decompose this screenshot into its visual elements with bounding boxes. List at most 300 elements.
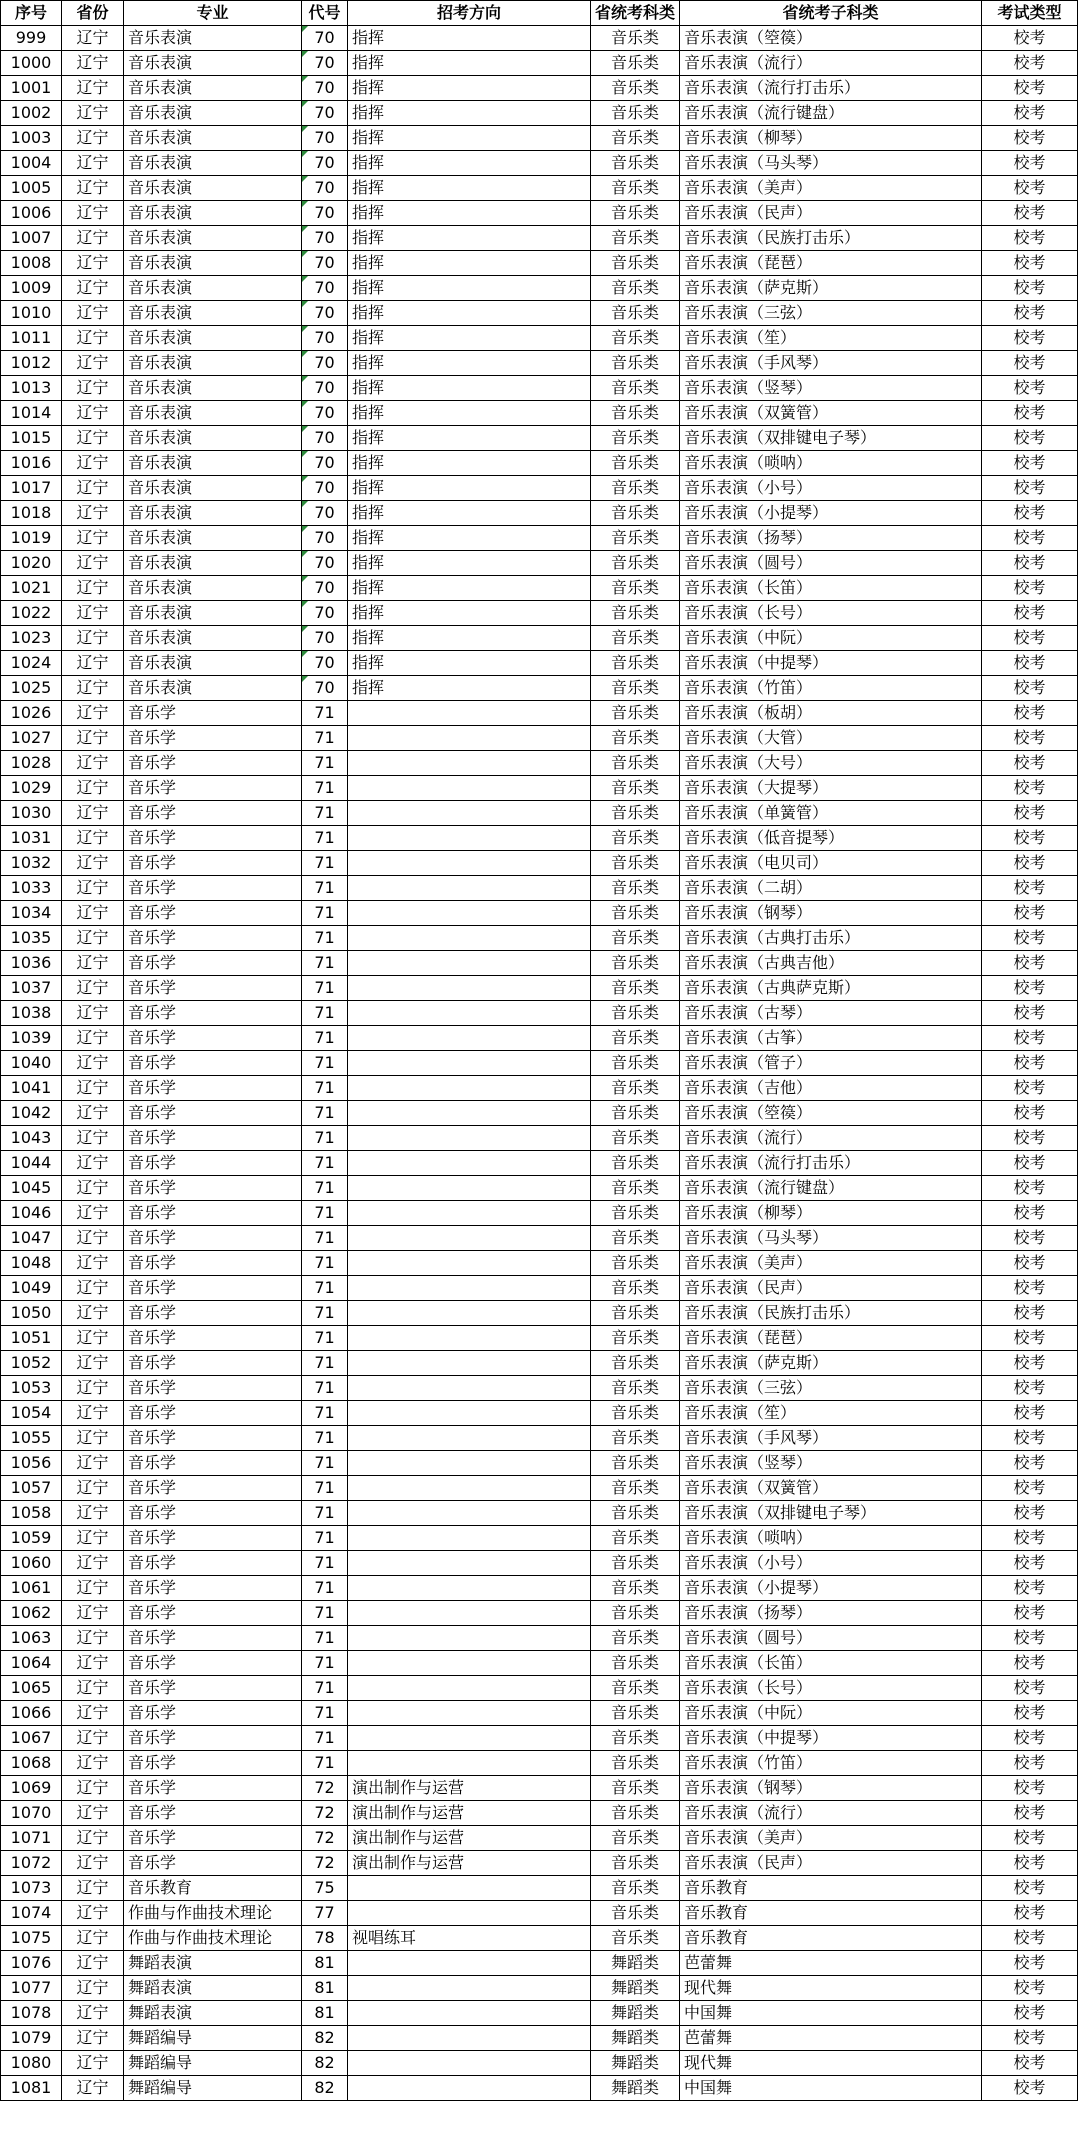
cell-subcategory[interactable]: 音乐表演（流行） — [680, 1126, 982, 1151]
cell-code[interactable]: 71 — [302, 1101, 348, 1126]
cell-subcategory[interactable]: 音乐表演（双排键电子琴） — [680, 1501, 982, 1526]
cell-serial[interactable]: 1026 — [1, 701, 62, 726]
cell-direction[interactable]: 指挥 — [348, 351, 591, 376]
cell-province[interactable]: 辽宁 — [62, 601, 124, 626]
cell-code[interactable]: 71 — [302, 1151, 348, 1176]
cell-code[interactable]: 71 — [302, 1626, 348, 1651]
cell-direction[interactable] — [348, 1151, 591, 1176]
cell-major[interactable]: 音乐学 — [124, 851, 302, 876]
cell-province[interactable]: 辽宁 — [62, 751, 124, 776]
cell-serial[interactable]: 1061 — [1, 1576, 62, 1601]
cell-direction[interactable] — [348, 701, 591, 726]
cell-serial[interactable]: 1006 — [1, 201, 62, 226]
cell-subcategory[interactable]: 音乐表演（流行打击乐） — [680, 1151, 982, 1176]
cell-code[interactable]: 71 — [302, 1551, 348, 1576]
cell-category[interactable]: 音乐类 — [591, 1801, 680, 1826]
cell-exam-type[interactable]: 校考 — [982, 1576, 1078, 1601]
cell-exam-type[interactable]: 校考 — [982, 726, 1078, 751]
header-cell-major[interactable]: 专业 — [124, 1, 302, 26]
cell-major[interactable]: 音乐学 — [124, 726, 302, 751]
cell-code[interactable]: 71 — [302, 1301, 348, 1326]
cell-province[interactable]: 辽宁 — [62, 1151, 124, 1176]
cell-serial[interactable]: 1065 — [1, 1676, 62, 1701]
cell-subcategory[interactable]: 音乐表演（笙） — [680, 326, 982, 351]
cell-serial[interactable]: 1053 — [1, 1376, 62, 1401]
cell-province[interactable]: 辽宁 — [62, 2001, 124, 2026]
cell-province[interactable]: 辽宁 — [62, 1001, 124, 1026]
cell-direction[interactable]: 演出制作与运营 — [348, 1851, 591, 1876]
cell-direction[interactable] — [348, 776, 591, 801]
cell-code[interactable]: 81 — [302, 1951, 348, 1976]
cell-category[interactable]: 音乐类 — [591, 1251, 680, 1276]
cell-code[interactable]: 71 — [302, 1201, 348, 1226]
cell-code[interactable]: 71 — [302, 1051, 348, 1076]
cell-serial[interactable]: 1068 — [1, 1751, 62, 1776]
cell-province[interactable]: 辽宁 — [62, 401, 124, 426]
cell-subcategory[interactable]: 音乐表演（大号） — [680, 751, 982, 776]
cell-serial[interactable]: 1060 — [1, 1551, 62, 1576]
cell-major[interactable]: 音乐学 — [124, 1451, 302, 1476]
cell-subcategory[interactable]: 音乐表演（古筝） — [680, 1026, 982, 1051]
cell-subcategory[interactable]: 音乐表演（琵琶） — [680, 251, 982, 276]
cell-subcategory[interactable]: 音乐表演（双簧管） — [680, 401, 982, 426]
cell-category[interactable]: 音乐类 — [591, 201, 680, 226]
cell-major[interactable]: 音乐学 — [124, 1401, 302, 1426]
cell-category[interactable]: 音乐类 — [591, 51, 680, 76]
cell-direction[interactable] — [348, 1601, 591, 1626]
cell-subcategory[interactable]: 音乐表演（管子） — [680, 1051, 982, 1076]
cell-major[interactable]: 音乐学 — [124, 876, 302, 901]
cell-major[interactable]: 音乐表演 — [124, 576, 302, 601]
cell-category[interactable]: 音乐类 — [591, 76, 680, 101]
cell-province[interactable]: 辽宁 — [62, 1976, 124, 2001]
cell-direction[interactable] — [348, 1026, 591, 1051]
cell-major[interactable]: 音乐学 — [124, 1701, 302, 1726]
cell-subcategory[interactable]: 音乐表演（三弦） — [680, 301, 982, 326]
cell-serial[interactable]: 1040 — [1, 1051, 62, 1076]
cell-category[interactable]: 音乐类 — [591, 526, 680, 551]
cell-serial[interactable]: 1017 — [1, 476, 62, 501]
cell-direction[interactable] — [348, 1001, 591, 1026]
cell-exam-type[interactable]: 校考 — [982, 1676, 1078, 1701]
cell-code[interactable]: 71 — [302, 826, 348, 851]
cell-exam-type[interactable]: 校考 — [982, 2026, 1078, 2051]
cell-serial[interactable]: 1000 — [1, 51, 62, 76]
cell-direction[interactable]: 指挥 — [348, 426, 591, 451]
cell-exam-type[interactable]: 校考 — [982, 951, 1078, 976]
cell-province[interactable]: 辽宁 — [62, 451, 124, 476]
cell-category[interactable]: 音乐类 — [591, 976, 680, 1001]
cell-exam-type[interactable]: 校考 — [982, 1101, 1078, 1126]
cell-subcategory[interactable]: 音乐表演（古典萨克斯） — [680, 976, 982, 1001]
cell-exam-type[interactable]: 校考 — [982, 1976, 1078, 2001]
cell-direction[interactable]: 指挥 — [348, 576, 591, 601]
cell-code[interactable]: 71 — [302, 1701, 348, 1726]
cell-code[interactable]: 71 — [302, 1726, 348, 1751]
cell-direction[interactable]: 指挥 — [348, 651, 591, 676]
cell-code[interactable]: 71 — [302, 1176, 348, 1201]
cell-serial[interactable]: 1052 — [1, 1351, 62, 1376]
cell-direction[interactable] — [348, 1876, 591, 1901]
cell-code[interactable]: 70 — [302, 376, 348, 401]
cell-major[interactable]: 作曲与作曲技术理论 — [124, 1926, 302, 1951]
cell-province[interactable]: 辽宁 — [62, 2026, 124, 2051]
cell-serial[interactable]: 1069 — [1, 1776, 62, 1801]
cell-code[interactable]: 70 — [302, 501, 348, 526]
cell-exam-type[interactable]: 校考 — [982, 1726, 1078, 1751]
cell-category[interactable]: 音乐类 — [591, 901, 680, 926]
cell-code[interactable]: 71 — [302, 701, 348, 726]
cell-serial[interactable]: 999 — [1, 26, 62, 51]
cell-major[interactable]: 音乐表演 — [124, 76, 302, 101]
cell-exam-type[interactable]: 校考 — [982, 1201, 1078, 1226]
cell-serial[interactable]: 1033 — [1, 876, 62, 901]
cell-province[interactable]: 辽宁 — [62, 951, 124, 976]
cell-major[interactable]: 音乐教育 — [124, 1876, 302, 1901]
cell-province[interactable]: 辽宁 — [62, 251, 124, 276]
cell-category[interactable]: 音乐类 — [591, 576, 680, 601]
cell-direction[interactable] — [348, 876, 591, 901]
cell-subcategory[interactable]: 音乐表演（扬琴） — [680, 526, 982, 551]
cell-exam-type[interactable]: 校考 — [982, 101, 1078, 126]
cell-code[interactable]: 71 — [302, 776, 348, 801]
cell-major[interactable]: 音乐学 — [124, 1651, 302, 1676]
cell-code[interactable]: 71 — [302, 901, 348, 926]
cell-province[interactable]: 辽宁 — [62, 1751, 124, 1776]
cell-direction[interactable] — [348, 1051, 591, 1076]
cell-exam-type[interactable]: 校考 — [982, 1151, 1078, 1176]
cell-major[interactable]: 音乐表演 — [124, 101, 302, 126]
cell-serial[interactable]: 1077 — [1, 1976, 62, 2001]
cell-exam-type[interactable]: 校考 — [982, 1301, 1078, 1326]
cell-serial[interactable]: 1004 — [1, 151, 62, 176]
cell-code[interactable]: 71 — [302, 1251, 348, 1276]
cell-subcategory[interactable]: 音乐表演（大管） — [680, 726, 982, 751]
cell-category[interactable]: 音乐类 — [591, 601, 680, 626]
cell-serial[interactable]: 1066 — [1, 1701, 62, 1726]
cell-category[interactable]: 音乐类 — [591, 1051, 680, 1076]
cell-subcategory[interactable]: 音乐表演（民声） — [680, 1276, 982, 1301]
cell-major[interactable]: 音乐学 — [124, 1126, 302, 1151]
cell-subcategory[interactable]: 音乐表演（长笛） — [680, 1651, 982, 1676]
cell-serial[interactable]: 1038 — [1, 1001, 62, 1026]
cell-subcategory[interactable]: 音乐表演（箜篌） — [680, 26, 982, 51]
cell-code[interactable]: 71 — [302, 1326, 348, 1351]
cell-province[interactable]: 辽宁 — [62, 1201, 124, 1226]
cell-province[interactable]: 辽宁 — [62, 276, 124, 301]
cell-major[interactable]: 音乐学 — [124, 1626, 302, 1651]
cell-province[interactable]: 辽宁 — [62, 2076, 124, 2101]
cell-province[interactable]: 辽宁 — [62, 726, 124, 751]
header-cell-exam-type[interactable]: 考试类型 — [982, 1, 1078, 26]
cell-exam-type[interactable]: 校考 — [982, 1651, 1078, 1676]
cell-category[interactable]: 音乐类 — [591, 326, 680, 351]
cell-code[interactable]: 70 — [302, 676, 348, 701]
cell-category[interactable]: 音乐类 — [591, 226, 680, 251]
cell-subcategory[interactable]: 音乐表演（低音提琴） — [680, 826, 982, 851]
cell-province[interactable]: 辽宁 — [62, 1651, 124, 1676]
cell-major[interactable]: 舞蹈编导 — [124, 2051, 302, 2076]
cell-direction[interactable] — [348, 1651, 591, 1676]
cell-major[interactable]: 音乐学 — [124, 1426, 302, 1451]
cell-exam-type[interactable]: 校考 — [982, 201, 1078, 226]
cell-category[interactable]: 音乐类 — [591, 726, 680, 751]
cell-exam-type[interactable]: 校考 — [982, 551, 1078, 576]
cell-major[interactable]: 音乐学 — [124, 1176, 302, 1201]
cell-province[interactable]: 辽宁 — [62, 551, 124, 576]
cell-exam-type[interactable]: 校考 — [982, 601, 1078, 626]
cell-direction[interactable]: 指挥 — [348, 176, 591, 201]
cell-category[interactable]: 音乐类 — [591, 1776, 680, 1801]
cell-direction[interactable] — [348, 1701, 591, 1726]
cell-province[interactable]: 辽宁 — [62, 1101, 124, 1126]
cell-exam-type[interactable]: 校考 — [982, 2076, 1078, 2101]
cell-province[interactable]: 辽宁 — [62, 1401, 124, 1426]
cell-code[interactable]: 75 — [302, 1876, 348, 1901]
cell-province[interactable]: 辽宁 — [62, 376, 124, 401]
cell-province[interactable]: 辽宁 — [62, 1851, 124, 1876]
cell-province[interactable]: 辽宁 — [62, 1826, 124, 1851]
cell-major[interactable]: 音乐表演 — [124, 626, 302, 651]
cell-major[interactable]: 音乐学 — [124, 1676, 302, 1701]
cell-serial[interactable]: 1007 — [1, 226, 62, 251]
cell-subcategory[interactable]: 音乐表演（唢呐） — [680, 451, 982, 476]
cell-major[interactable]: 音乐表演 — [124, 301, 302, 326]
cell-exam-type[interactable]: 校考 — [982, 651, 1078, 676]
cell-direction[interactable]: 演出制作与运营 — [348, 1776, 591, 1801]
cell-major[interactable]: 音乐表演 — [124, 201, 302, 226]
cell-major[interactable]: 音乐学 — [124, 1776, 302, 1801]
cell-province[interactable]: 辽宁 — [62, 1076, 124, 1101]
cell-major[interactable]: 音乐学 — [124, 1851, 302, 1876]
cell-code[interactable]: 71 — [302, 1751, 348, 1776]
cell-exam-type[interactable]: 校考 — [982, 1751, 1078, 1776]
cell-direction[interactable] — [348, 926, 591, 951]
cell-code[interactable]: 72 — [302, 1826, 348, 1851]
cell-province[interactable]: 辽宁 — [62, 1701, 124, 1726]
cell-serial[interactable]: 1009 — [1, 276, 62, 301]
cell-subcategory[interactable]: 音乐教育 — [680, 1876, 982, 1901]
cell-category[interactable]: 音乐类 — [591, 1351, 680, 1376]
cell-direction[interactable] — [348, 901, 591, 926]
cell-direction[interactable] — [348, 1101, 591, 1126]
cell-serial[interactable]: 1054 — [1, 1401, 62, 1426]
cell-code[interactable]: 71 — [302, 851, 348, 876]
header-cell-category[interactable]: 省统考科类 — [591, 1, 680, 26]
cell-province[interactable]: 辽宁 — [62, 226, 124, 251]
cell-direction[interactable]: 指挥 — [348, 376, 591, 401]
cell-province[interactable]: 辽宁 — [62, 926, 124, 951]
cell-code[interactable]: 70 — [302, 626, 348, 651]
cell-direction[interactable]: 指挥 — [348, 326, 591, 351]
cell-subcategory[interactable]: 音乐表演（箜篌） — [680, 1101, 982, 1126]
cell-major[interactable]: 音乐学 — [124, 1526, 302, 1551]
cell-serial[interactable]: 1039 — [1, 1026, 62, 1051]
cell-category[interactable]: 音乐类 — [591, 1551, 680, 1576]
cell-direction[interactable] — [348, 976, 591, 1001]
cell-major[interactable]: 音乐学 — [124, 1301, 302, 1326]
cell-category[interactable]: 音乐类 — [591, 1651, 680, 1676]
cell-exam-type[interactable]: 校考 — [982, 1551, 1078, 1576]
cell-major[interactable]: 音乐学 — [124, 801, 302, 826]
cell-subcategory[interactable]: 音乐表演（扬琴） — [680, 1601, 982, 1626]
cell-code[interactable]: 71 — [302, 1526, 348, 1551]
cell-serial[interactable]: 1043 — [1, 1126, 62, 1151]
cell-direction[interactable] — [348, 1576, 591, 1601]
cell-province[interactable]: 辽宁 — [62, 701, 124, 726]
cell-subcategory[interactable]: 音乐表演（民族打击乐） — [680, 226, 982, 251]
cell-category[interactable]: 音乐类 — [591, 1576, 680, 1601]
cell-serial[interactable]: 1021 — [1, 576, 62, 601]
cell-major[interactable]: 音乐学 — [124, 1826, 302, 1851]
cell-exam-type[interactable]: 校考 — [982, 1326, 1078, 1351]
cell-direction[interactable]: 指挥 — [348, 276, 591, 301]
cell-serial[interactable]: 1002 — [1, 101, 62, 126]
cell-province[interactable]: 辽宁 — [62, 176, 124, 201]
cell-serial[interactable]: 1015 — [1, 426, 62, 451]
cell-code[interactable]: 71 — [302, 1026, 348, 1051]
cell-category[interactable]: 音乐类 — [591, 926, 680, 951]
cell-province[interactable]: 辽宁 — [62, 1676, 124, 1701]
cell-category[interactable]: 音乐类 — [591, 1201, 680, 1226]
cell-subcategory[interactable]: 音乐表演（长笛） — [680, 576, 982, 601]
cell-category[interactable]: 音乐类 — [591, 101, 680, 126]
cell-subcategory[interactable]: 音乐表演（钢琴） — [680, 901, 982, 926]
cell-province[interactable]: 辽宁 — [62, 851, 124, 876]
cell-subcategory[interactable]: 音乐表演（圆号） — [680, 551, 982, 576]
cell-province[interactable]: 辽宁 — [62, 976, 124, 1001]
cell-category[interactable]: 音乐类 — [591, 376, 680, 401]
cell-province[interactable]: 辽宁 — [62, 1551, 124, 1576]
cell-exam-type[interactable]: 校考 — [982, 1351, 1078, 1376]
cell-direction[interactable] — [348, 726, 591, 751]
cell-subcategory[interactable]: 音乐表演（萨克斯） — [680, 1351, 982, 1376]
cell-exam-type[interactable]: 校考 — [982, 1476, 1078, 1501]
cell-serial[interactable]: 1041 — [1, 1076, 62, 1101]
cell-direction[interactable]: 指挥 — [348, 501, 591, 526]
cell-code[interactable]: 71 — [302, 876, 348, 901]
cell-category[interactable]: 音乐类 — [591, 801, 680, 826]
cell-category[interactable]: 音乐类 — [591, 1426, 680, 1451]
cell-direction[interactable]: 指挥 — [348, 151, 591, 176]
cell-province[interactable]: 辽宁 — [62, 1901, 124, 1926]
cell-category[interactable]: 音乐类 — [591, 626, 680, 651]
cell-category[interactable]: 音乐类 — [591, 501, 680, 526]
header-cell-subcategory[interactable]: 省统考子科类 — [680, 1, 982, 26]
cell-major[interactable]: 音乐学 — [124, 1501, 302, 1526]
cell-direction[interactable] — [348, 1951, 591, 1976]
cell-major[interactable]: 音乐学 — [124, 1576, 302, 1601]
cell-serial[interactable]: 1014 — [1, 401, 62, 426]
cell-category[interactable]: 舞蹈类 — [591, 1951, 680, 1976]
cell-category[interactable]: 音乐类 — [591, 1926, 680, 1951]
cell-province[interactable]: 辽宁 — [62, 1176, 124, 1201]
cell-exam-type[interactable]: 校考 — [982, 1876, 1078, 1901]
cell-category[interactable]: 音乐类 — [591, 1501, 680, 1526]
cell-province[interactable]: 辽宁 — [62, 1276, 124, 1301]
cell-province[interactable]: 辽宁 — [62, 676, 124, 701]
cell-direction[interactable] — [348, 1976, 591, 2001]
cell-major[interactable]: 音乐表演 — [124, 676, 302, 701]
cell-exam-type[interactable]: 校考 — [982, 1376, 1078, 1401]
cell-major[interactable]: 音乐表演 — [124, 651, 302, 676]
cell-code[interactable]: 71 — [302, 926, 348, 951]
cell-major[interactable]: 音乐表演 — [124, 126, 302, 151]
cell-subcategory[interactable]: 音乐表演（马头琴） — [680, 1226, 982, 1251]
cell-direction[interactable] — [348, 1251, 591, 1276]
cell-major[interactable]: 音乐表演 — [124, 401, 302, 426]
cell-direction[interactable] — [348, 801, 591, 826]
cell-exam-type[interactable]: 校考 — [982, 426, 1078, 451]
cell-serial[interactable]: 1003 — [1, 126, 62, 151]
cell-exam-type[interactable]: 校考 — [982, 1001, 1078, 1026]
cell-exam-type[interactable]: 校考 — [982, 276, 1078, 301]
cell-direction[interactable] — [348, 1751, 591, 1776]
cell-category[interactable]: 音乐类 — [591, 676, 680, 701]
cell-direction[interactable]: 指挥 — [348, 251, 591, 276]
cell-major[interactable]: 舞蹈表演 — [124, 2001, 302, 2026]
cell-direction[interactable] — [348, 1451, 591, 1476]
cell-category[interactable]: 音乐类 — [591, 126, 680, 151]
cell-direction[interactable]: 指挥 — [348, 451, 591, 476]
cell-province[interactable]: 辽宁 — [62, 826, 124, 851]
cell-province[interactable]: 辽宁 — [62, 76, 124, 101]
cell-category[interactable]: 音乐类 — [591, 1726, 680, 1751]
cell-exam-type[interactable]: 校考 — [982, 26, 1078, 51]
cell-major[interactable]: 音乐学 — [124, 1001, 302, 1026]
cell-subcategory[interactable]: 音乐表演（小号） — [680, 476, 982, 501]
cell-exam-type[interactable]: 校考 — [982, 626, 1078, 651]
cell-major[interactable]: 音乐学 — [124, 1201, 302, 1226]
cell-subcategory[interactable]: 音乐表演（民声） — [680, 201, 982, 226]
header-cell-direction[interactable]: 招考方向 — [348, 1, 591, 26]
cell-code[interactable]: 71 — [302, 951, 348, 976]
cell-category[interactable]: 音乐类 — [591, 1001, 680, 1026]
cell-code[interactable]: 82 — [302, 2076, 348, 2101]
cell-code[interactable]: 70 — [302, 226, 348, 251]
cell-code[interactable]: 81 — [302, 2001, 348, 2026]
cell-province[interactable]: 辽宁 — [62, 1601, 124, 1626]
cell-direction[interactable] — [348, 2026, 591, 2051]
cell-serial[interactable]: 1048 — [1, 1251, 62, 1276]
cell-direction[interactable]: 指挥 — [348, 101, 591, 126]
cell-code[interactable]: 70 — [302, 401, 348, 426]
cell-serial[interactable]: 1011 — [1, 326, 62, 351]
cell-subcategory[interactable]: 音乐表演（吉他） — [680, 1076, 982, 1101]
cell-exam-type[interactable]: 校考 — [982, 876, 1078, 901]
cell-major[interactable]: 音乐表演 — [124, 151, 302, 176]
cell-serial[interactable]: 1030 — [1, 801, 62, 826]
cell-code[interactable]: 71 — [302, 1651, 348, 1676]
cell-serial[interactable]: 1018 — [1, 501, 62, 526]
cell-direction[interactable] — [348, 1476, 591, 1501]
cell-exam-type[interactable]: 校考 — [982, 1226, 1078, 1251]
cell-major[interactable]: 音乐学 — [124, 1076, 302, 1101]
cell-serial[interactable]: 1049 — [1, 1276, 62, 1301]
cell-exam-type[interactable]: 校考 — [982, 751, 1078, 776]
cell-subcategory[interactable]: 中国舞 — [680, 2001, 982, 2026]
cell-code[interactable]: 71 — [302, 1276, 348, 1301]
cell-direction[interactable] — [348, 1676, 591, 1701]
cell-subcategory[interactable]: 音乐表演（双排键电子琴） — [680, 426, 982, 451]
cell-province[interactable]: 辽宁 — [62, 776, 124, 801]
cell-subcategory[interactable]: 音乐表演（流行键盘） — [680, 101, 982, 126]
cell-direction[interactable] — [348, 1376, 591, 1401]
cell-subcategory[interactable]: 音乐表演（长号） — [680, 1676, 982, 1701]
cell-direction[interactable]: 演出制作与运营 — [348, 1826, 591, 1851]
cell-code[interactable]: 70 — [302, 151, 348, 176]
cell-code[interactable]: 71 — [302, 1401, 348, 1426]
